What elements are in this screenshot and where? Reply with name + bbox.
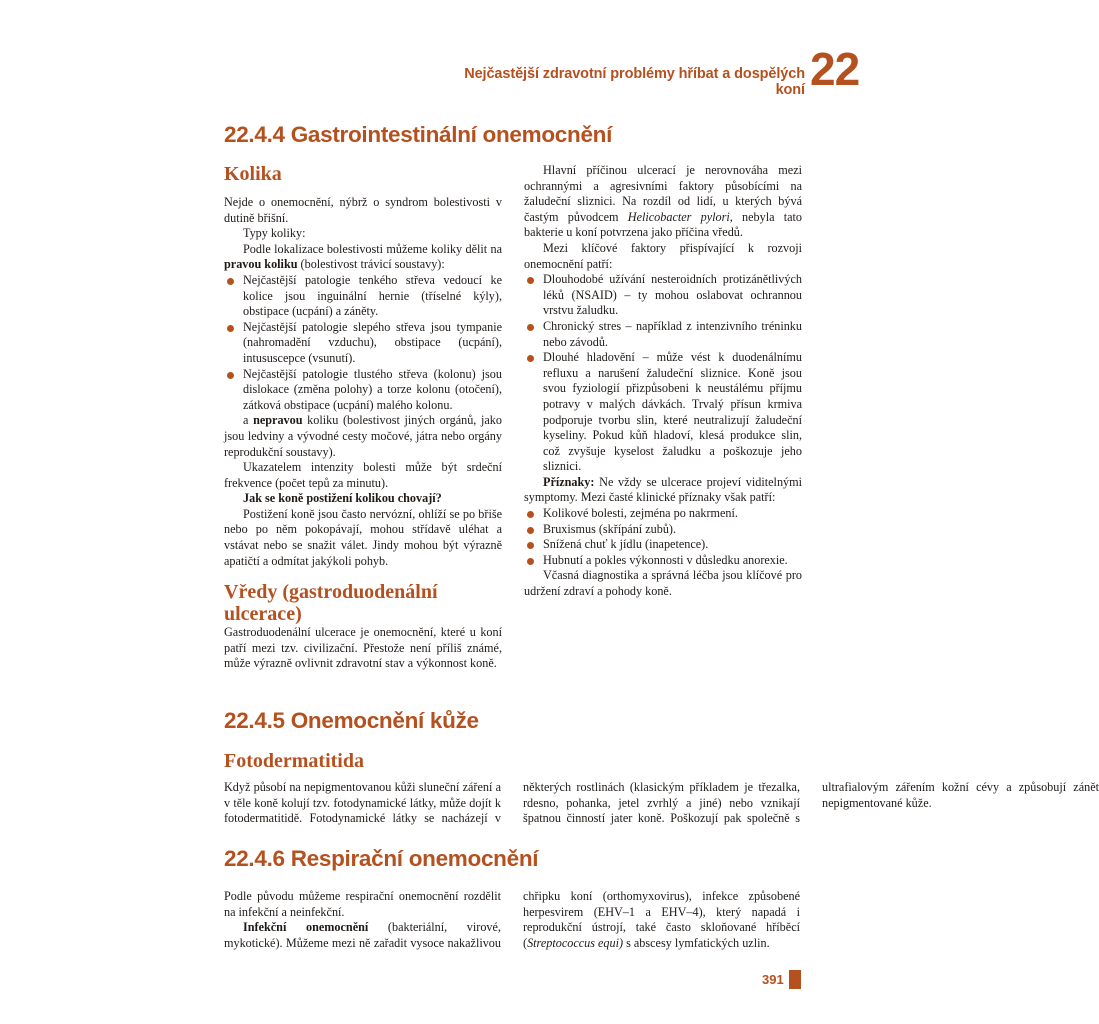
paragraph	[224, 491, 502, 507]
running-header-title: Nejčastější zdravotní problémy hříbat a dospělých koní	[464, 66, 805, 98]
page-number: 391	[762, 972, 784, 987]
text-run: koliku (bolestivost jiných orgánů, jako jsou ledviny a vývodné cesty močové, játra nebo orgány reprodukční soustavy).	[224, 413, 502, 459]
list-item: Bruxismus (skřípání zubů).	[524, 522, 802, 538]
list-item: Snížená chuť k jídlu (inapetence).	[524, 537, 802, 553]
column-right-gastro	[524, 163, 802, 600]
section-heading-gastrointestinal: 22.4.4 Gastrointestinální onemocnění	[224, 122, 613, 147]
italic-term: Helicobacter pylori	[627, 209, 730, 224]
paragraph: Nejde o onemocnění, nýbrž o syndrom bolestivosti v dutině břišní.	[224, 195, 502, 225]
bold-term: Příznaky:	[543, 474, 595, 489]
list-item: Dlouhé hladovění – může vést k duodenálnímu refluxu a narušení žaludeční sliznice. Koně jsou svou fyziologií přizpůsobeni k neustálému příjmu potravy v malých dávkách. Trvalý přísun krmiva podporuje tvorbu slin, které neutralizují žaludeční kyseliny. Pokud kůň hladoví, klesá produkce slin, což zvyšuje kyselost žaludku a poškozuje jeho sliznici.	[524, 350, 802, 475]
subheading-vredy: Vředy (gastroduodenální ulcerace)	[224, 581, 438, 626]
text-run: Ne vždy se ulcerace projeví viditelnými symptomy. Mezi časté klinické příznaky však patří:	[524, 474, 802, 505]
paragraph: Podle původu můžeme respirační onemocnění rozdělit na infekční a neinfekční.	[224, 889, 501, 919]
chapter-number: 22	[810, 43, 860, 95]
paragraph: Když působí na nepigmentovanou kůži sluneční záření a v těle koně kolují tzv. fotodynamické látky, může dojít k fotodermatitidě. Fotodynamické látky se nacházejí v některých rostlinách (klasickým příkladem je třezalka, rdesno, pohanka, jetel zvrhlý a jiné) nebo vznikají špatnou činností jater koně. Poškozují pak společně s ultrafialovým zářením kožní cévy a způsobují zánět nepigmentované kůže.	[224, 780, 1099, 826]
paragraph	[224, 413, 502, 460]
subheading-fotodermatitida: Fotodermatitida	[224, 750, 364, 772]
text-run: Podle lokalizace bolestivosti můžeme koliky dělit na	[243, 241, 502, 256]
paragraph: Včasná diagnostika a správná léčba jsou klíčové pro udržení zdraví a pohody koně.	[524, 568, 802, 599]
text-run: (bakteriální, virové, mykotické). Můžeme mezi ně zařadit vysoce nakažlivou chřipku koní (orthomyxovirus), infekce způsobené herpesvirem (EHV–1 a EHV–4), který napadá i reprodukční ústrojí, také často skloňované hříběcí (	[224, 889, 800, 950]
list-item: Dlouhodobé užívání nesteroidních protizánětlivých léků (NSAID) – ty mohou oslabovat ochrannou vrstvu žaludku.	[524, 272, 802, 319]
paragraph: Postižení koně jsou často nervózní, ohlíží se po břiše nebo po něm pokopávají, mohou střídavě uléhat a vstávat nebo se snažit válet. Jindy mohou být výrazně apatičtí a odmítat jakýkoli pohyb.	[224, 506, 502, 568]
paragraph: Typy koliky:	[243, 226, 306, 241]
paragraph: Gastroduodenální ulcerace je onemocnění, které u koní patří mezi tzv. civilizační. Přestože není příliš známé, může výrazně ovlivnit zdravotní stav a výkonnost koně.	[224, 625, 502, 671]
paragraph	[524, 475, 802, 506]
column-left-skin	[224, 750, 502, 780]
bullet-list	[524, 506, 802, 568]
text-run: , nebyla tato bakterie u koní potvrzena jako příčina vředů.	[524, 209, 803, 240]
list-item: Nejčastější patologie tlustého střeva (kolonu) jsou dislokace (změna polohy) a torze kolonu (otočení), zátková obstipace (ucpání) malého kolonu.	[224, 367, 502, 414]
subheading-kolika: Kolika	[224, 163, 282, 185]
bullet-list	[224, 273, 502, 413]
section-heading-skin: 22.4.5 Onemocnění kůže	[224, 708, 479, 733]
bold-question: Jak se koně postižení kolikou chovají?	[243, 491, 442, 506]
list-item: Nejčastější patologie tenkého střeva vedoucí ke kolice jsou inguinální hernie (tříselné kýly), obstipace (ucpání) a záněty.	[224, 273, 502, 320]
respiratory-text-columns	[224, 889, 800, 955]
bullet-list	[524, 272, 802, 475]
section-heading-respiratory: 22.4.6 Respirační onemocnění	[224, 846, 539, 871]
paragraph: Ukazatelem intenzity bolesti může být srdeční frekvence (počet tepů za minutu).	[224, 460, 502, 490]
column-left-gastro	[224, 163, 502, 672]
list-item: Kolikové bolesti, zejména po nakrmení.	[524, 506, 802, 522]
list-item: Chronický stres – například z intenzivního tréninku nebo závodů.	[524, 319, 802, 350]
list-item: Hubnutí a pokles výkonnosti v důsledku anorexie.	[524, 553, 802, 569]
paragraph	[224, 242, 502, 273]
text-run: a	[243, 413, 254, 428]
bold-term: pravou koliku	[224, 257, 298, 272]
paragraph	[524, 163, 802, 241]
paragraph: Mezi klíčové faktory přispívající k rozvoji onemocnění patří:	[524, 240, 802, 271]
text-run: Hlavní příčinou ulcerací je nerovnováha mezi ochrannými a agresivními faktory působícími na žaludeční sliznici. Na rozdíl od lidí, u kterých bývá častým původcem	[524, 163, 802, 224]
italic-term: Streptococcus equi)	[527, 935, 624, 950]
skin-text-columns	[224, 780, 1099, 838]
text-run: s abscesy lymfatických uzlin.	[623, 935, 770, 950]
page-marker-block	[789, 970, 801, 989]
bold-term: nepravou	[253, 413, 303, 428]
list-item: Nejčastější patologie slepého střeva jsou tympanie (nahromadění vzduchu), obstipace (ucpání), intususcepce (vsunutí).	[224, 320, 502, 367]
bold-term: Infekční onemocnění	[243, 920, 369, 935]
text-run: (bolestivost trávicí soustavy):	[297, 257, 445, 272]
